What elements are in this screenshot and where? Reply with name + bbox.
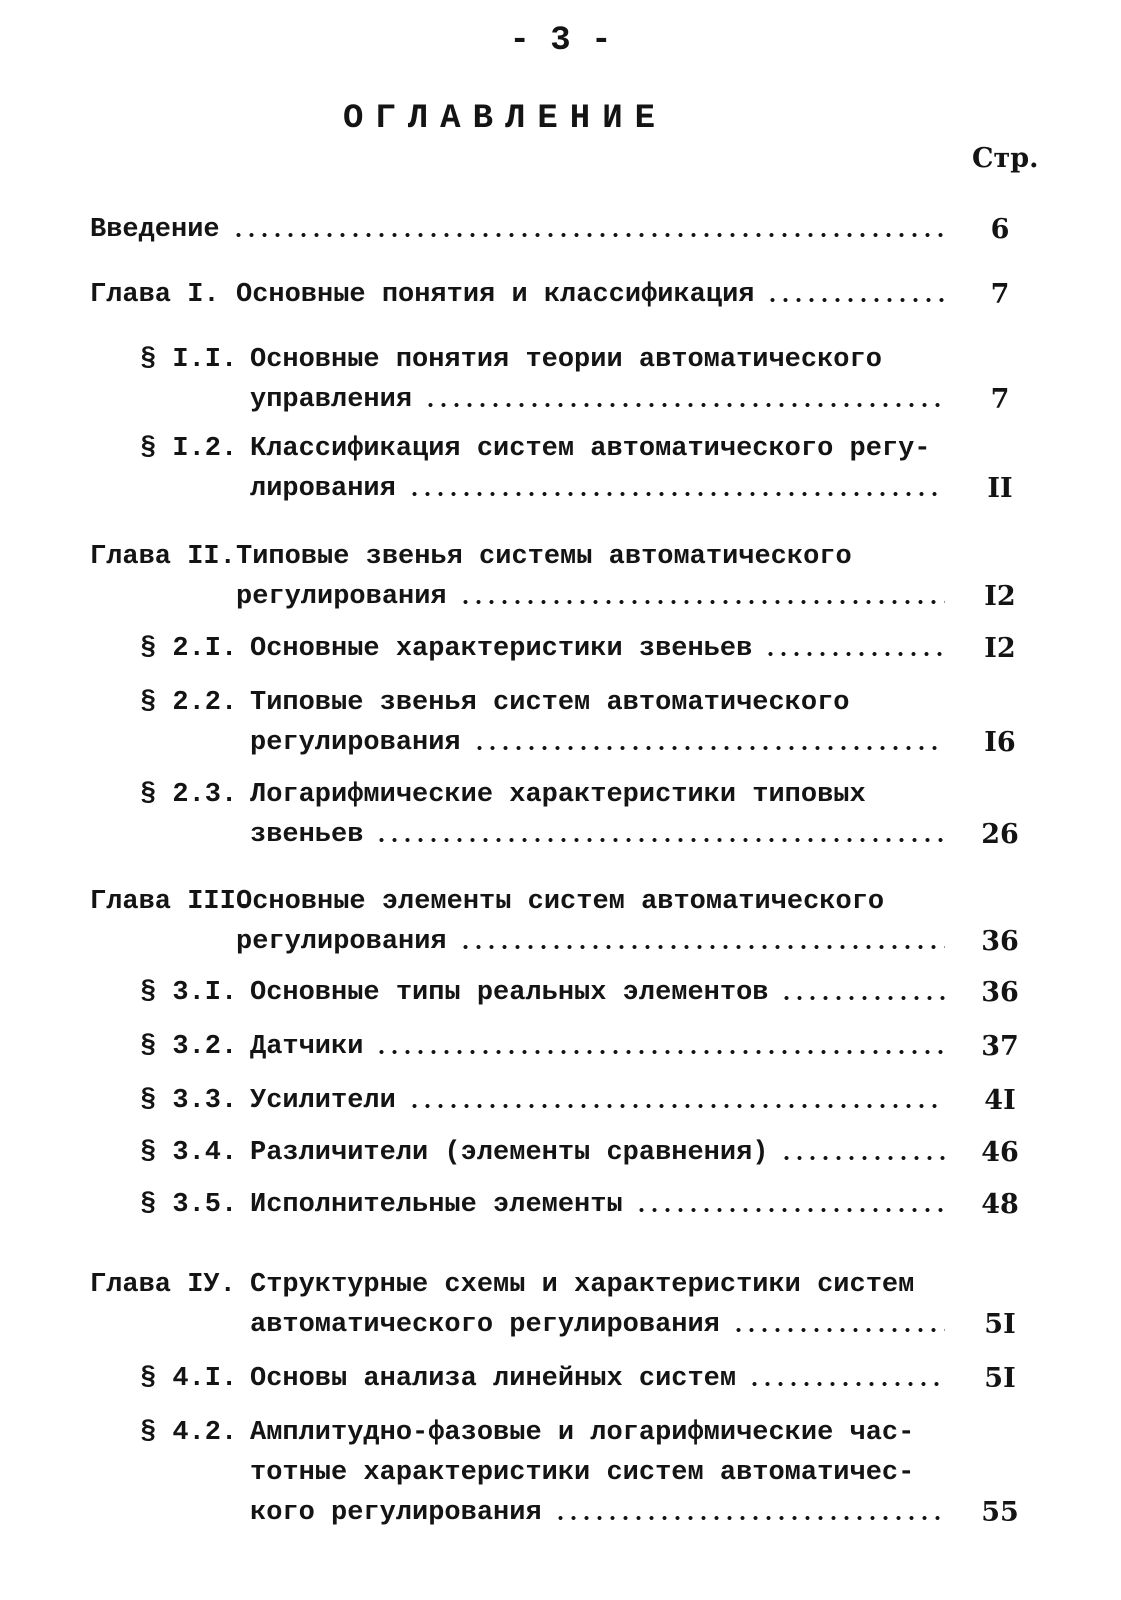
toc-entry-title-line: Основные понятия и классификация [236,280,755,310]
toc-entry-title-line: управления [250,385,413,415]
toc-entry-label: § 2.2. [140,688,238,718]
dot-leader [459,943,945,951]
toc-entry-title-line: звеньев [250,820,364,850]
toc-entry-title-line: регулирования [236,927,447,957]
dot-leader [473,744,945,752]
toc-entry-page-number: 5I [984,1363,1016,1394]
dot-leader [459,598,945,606]
toc-entry-page-number: 36 [981,977,1019,1008]
dot-leader [780,1154,945,1162]
page-title: ОГЛАВЛЕНИЕ [342,100,668,138]
page-number: - 3 - [509,22,612,60]
toc-entry-page-number: 46 [981,1137,1019,1168]
dot-leader [424,401,945,409]
toc-entry-label: Глава II. [90,542,236,572]
toc-entry-label: Глава IУ. [90,1270,236,1300]
toc-entry-label: Глава III. [90,887,253,917]
toc-entry-title-line: Логарифмические характеристики типовых [250,780,866,810]
dot-leader [766,296,945,304]
toc-entry-title-line: Основные понятия теории автоматического [250,345,882,375]
toc-entry-label: § I.2. [140,434,238,464]
toc-entry-title-line: Введение [90,215,220,245]
toc-entry-title-line: автоматического регулирования [250,1310,720,1340]
toc-entry-page-number: 7 [990,384,1010,415]
toc-entry-title-line: лирования [250,474,396,504]
toc-entry-title-line: регулирования [236,582,447,612]
toc-entry-page-number: 7 [990,279,1010,310]
dot-leader [748,1380,945,1388]
dot-leader [408,1102,945,1110]
toc-entry-title-line: тотные характеристики систем автоматичес- [250,1458,915,1488]
toc-entry-page-number: 36 [981,926,1019,957]
dot-leader [635,1206,945,1214]
toc-entry-title-line: кого регулирования [250,1498,542,1528]
toc-entry-title-line: Типовые звенья систем автоматического [250,688,850,718]
toc-entry-label: § 3.5. [140,1190,238,1220]
toc-entry-page-number: I6 [984,727,1016,758]
toc-entry-title-line: Структурные схемы и характеристики систем [250,1270,915,1300]
dot-leader [554,1514,945,1522]
toc-entry-label: Глава I. [90,280,220,310]
toc-entry-label: § 3.3. [140,1086,238,1116]
toc-entry-title-line: Основные характеристики звеньев [250,634,753,664]
toc-entry-label: § 3.I. [140,978,238,1008]
toc-entry-label: § 2.3. [140,780,238,810]
toc-entry-title-line: Различители (элементы сравнения) [250,1138,769,1168]
toc-entry-page-number: 5I [984,1309,1016,1340]
toc-entry-label: § 2.I. [140,634,238,664]
dot-leader [732,1326,945,1334]
toc-entry-label: § 4.I. [140,1364,238,1394]
toc-entry-title-line: регулирования [250,728,461,758]
toc-entry-page-number: 26 [981,819,1019,850]
dot-leader [408,490,945,498]
toc-entry-page-number: 48 [981,1189,1019,1220]
toc-entry-title-line: Усилители [250,1086,396,1116]
toc-entry-title-line: Датчики [250,1032,364,1062]
toc-entry-title-line: Основы анализа линейных систем [250,1364,737,1394]
page-column-header: Стр. [972,143,1039,174]
toc-entry-page-number: 55 [981,1497,1019,1528]
toc-entry-label: § 3.2. [140,1032,238,1062]
toc-entry-page-number: 6 [990,214,1010,245]
toc-entry-page-number: I2 [984,633,1016,664]
toc-entry-page-number: I2 [984,581,1016,612]
toc-entry-page-number: 37 [981,1031,1019,1062]
toc-entry-title-line: Исполнительные элементы [250,1190,623,1220]
toc-entry-page-number: 4I [984,1085,1016,1116]
toc-entry-title-line: Основные типы реальных элементов [250,978,769,1008]
dot-leader [232,231,945,239]
toc-entry-title-line: Типовые звенья системы автоматического [236,542,852,572]
dot-leader [375,1048,945,1056]
toc-entry-label: § 3.4. [140,1138,238,1168]
dot-leader [375,836,945,844]
toc-entry-title-line: Классификация систем автоматического регу- [250,434,931,464]
toc-entry-title-line: Основные элементы систем автоматического [236,887,885,917]
dot-leader [764,650,945,658]
toc-entry-title-line: Амплитудно-фазовые и логарифмические час- [250,1418,915,1448]
toc-entry-label: § I.I. [140,345,238,375]
toc-entry-page-number: II [987,473,1013,504]
dot-leader [780,994,945,1002]
toc-entry-label: § 4.2. [140,1418,238,1448]
